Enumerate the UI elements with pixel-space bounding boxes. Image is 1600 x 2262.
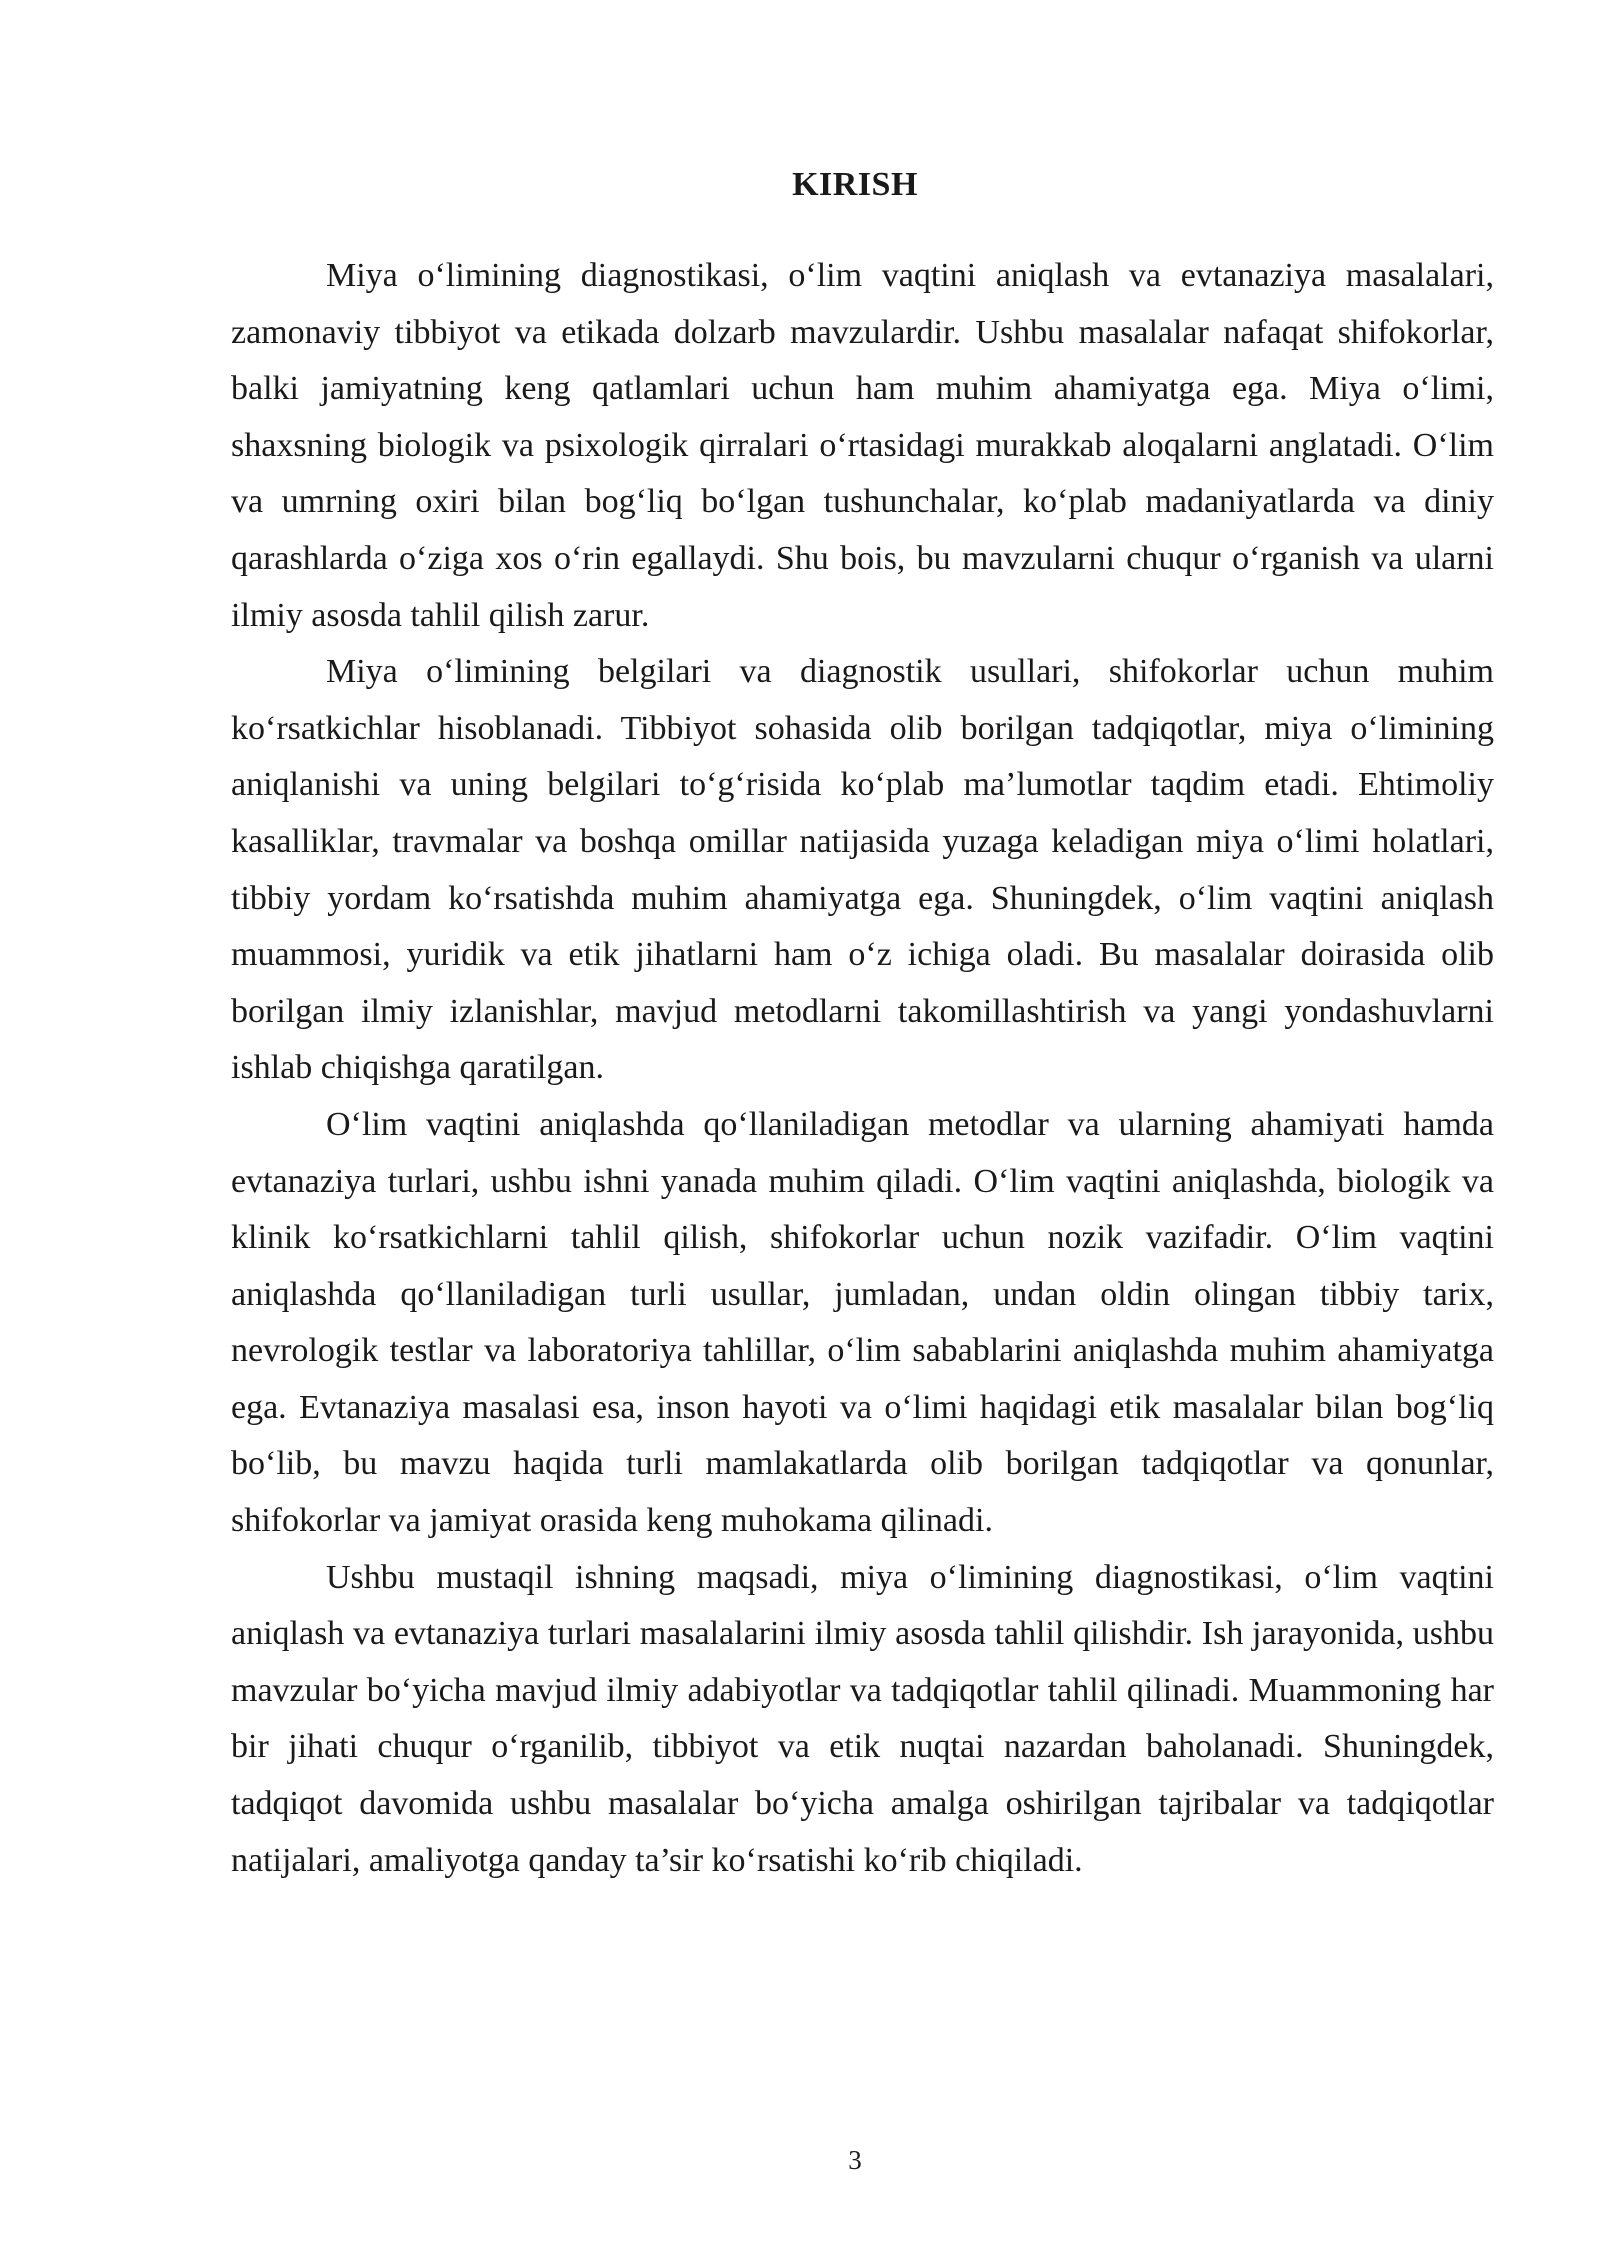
page-title: KIRISH: [792, 166, 918, 203]
paragraph-3: O‘lim vaqtini aniqlashda qo‘llaniladigan metodlar va ularning ahamiyati hamda evtanaziya turlari, ushbu ishni yanada muhim qiladi. O‘lim vaqtini aniqlashda, biologik va klinik ko‘rsatkichlarni tahlil qilish, shifokorlar uchun nozik vazifadir. O‘lim vaqtini aniqlashda qo‘llaniladigan turli usullar, jumladan, undan oldin olingan tibbiy tarix, nevrologik testlar va laboratoriya tahlillar, o‘lim sabablarini aniqlashda muhim ahamiyatga ega. Evtanaziya masalasi esa, inson hayoti va o‘limi haqidagi etik masalalar bilan bog‘liq bo‘lib, bu mavzu haqida turli mamlakatlarda olib borilgan tadqiqotlar va qonunlar, shifokorlar va jamiyat orasida keng muhokama qilinadi.: [231, 1105, 1494, 1540]
paragraph-2: Miya o‘limining belgilari va diagnostik usullari, shifokorlar uchun muhim ko‘rsatkichlar hisoblanadi. Tibbiyot sohasida olib borilgan tadqiqotlar, miya o‘limining aniqlanishi va uning belgilari to‘g‘risida ko‘plab ma’lumotlar taqdim etadi. Ehtimoliy kasalliklar, travmalar va boshqa omillar natijasida yuzaga keladigan miya o‘limi holatlari, tibbiy yordam ko‘rsatishda muhim ahamiyatga ega. Shuningdek, o‘lim vaqtini aniqlash muammosi, yuridik va etik jihatlarni ham o‘z ichiga oladi. Bu masalalar doirasida olib borilgan ilmiy izlanishlar, mavjud metodlarni takomillashtirish va yangi yondashuvlarni ishlab chiqishga qaratilgan.: [231, 653, 1494, 1087]
page-number: 3: [848, 2145, 862, 2175]
body-text: [231, 248, 1494, 1889]
paragraph-4: Ushbu mustaqil ishning maqsadi, miya o‘limining diagnostikasi, o‘lim vaqtini aniqlash va evtanaziya turlari masalalarini ilmiy asosda tahlil qilishdir. Ish jarayonida, ushbu mavzular bo‘yicha mavjud ilmiy adabiyotlar va tadqiqotlar tahlil qilinadi. Muammoning har bir jihati chuqur o‘rganilib, tibbiyot va etik nuqtai nazardan baholanadi. Shuningdek, tadqiqot davomida ushbu masalalar bo‘yicha amalga oshirilgan tajribalar va tadqiqotlar natijalari, amaliyotga qanday ta’sir ko‘rsatishi ko‘rib chiqiladi.: [231, 1558, 1494, 1879]
paragraph-1: Miya o‘limining diagnostikasi, o‘lim vaqtini aniqlash va evtanaziya masalalari, zamonaviy tibbiyot va etikada dolzarb mavzulardir. Ushbu masalalar nafaqat shifokorlar, balki jamiyatning keng qatlamlari uchun ham muhim ahamiyatga ega. Miya o‘limi, shaxsning biologik va psixologik qirralari o‘rtasidagi murakkab aloqalarni anglatadi. O‘lim va umrning oxiri bilan bog‘liq bo‘lgan tushunchalar, ko‘plab madaniyatlarda va diniy qarashlarda o‘ziga xos o‘rin egallaydi. Shu bois, bu mavzularni chuqur o‘rganish va ularni ilmiy asosda tahlil qilish zarur.: [231, 257, 1494, 634]
